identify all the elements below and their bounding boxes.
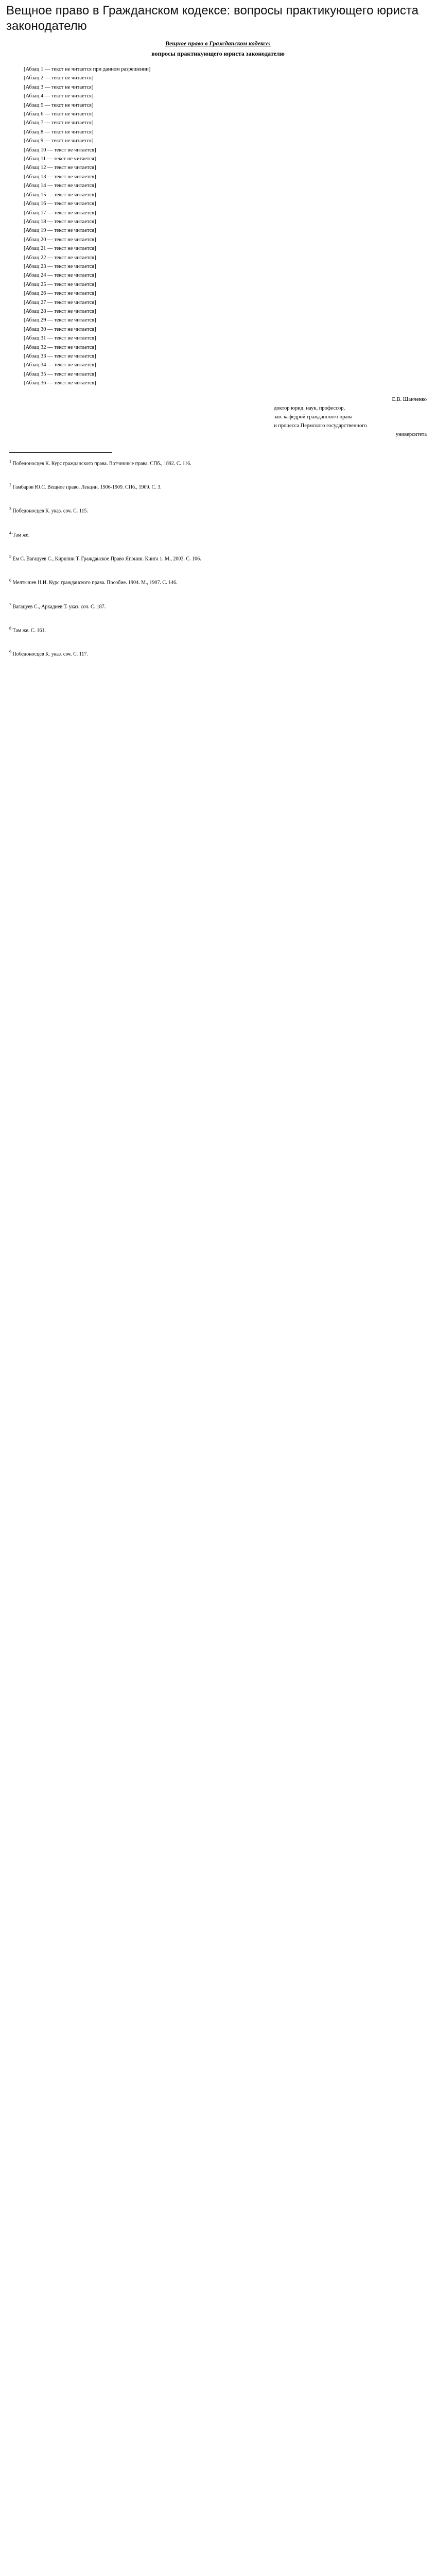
author-signature [274, 395, 427, 439]
article-body [9, 65, 427, 388]
article-paragraph: [Абзац 32 — текст не читается] [24, 344, 96, 350]
footnote-text: Гамбаров Ю.С. Вещное право. Лекции. 1906-1909. СПб., 1909. С. 3. [12, 484, 162, 490]
footnote [9, 553, 427, 563]
footnote-text: Победоносцев К. указ. соч. С. 117. [12, 651, 88, 657]
author-org: университета [395, 431, 427, 437]
article-paragraph: [Абзац 15 — текст не читается] [24, 192, 96, 198]
footnote-text: Вагацуев С., Аркадиев Т. указ. соч. С. 187. [12, 603, 106, 609]
article-paragraph: [Абзац 34 — текст не читается] [24, 362, 96, 368]
footnote-number: 1 [9, 459, 11, 464]
footnote-text: Ем С. Вагацуев С., Кирилин Т. Гражданское Право Японии. Книга 1. М., 2003. С. 106. [12, 556, 201, 562]
footnote-number: 5 [9, 554, 11, 559]
footnote-number: 8 [9, 625, 11, 631]
article-paragraph: [Абзац 7 — текст не читается] [24, 120, 94, 126]
article-heading [6, 39, 430, 58]
article-paragraph: [Абзац 10 — текст не читается] [24, 147, 96, 153]
author-title: доктор юрид. наук, профессор, [274, 405, 345, 411]
article-paragraph: [Абзац 26 — текст не читается] [24, 291, 96, 297]
footnote-number: 6 [9, 578, 11, 583]
article-paragraph: [Абзац 13 — текст не читается] [24, 174, 96, 180]
footnote-divider [9, 452, 112, 453]
article-paragraph: [Абзац 31 — текст не читается] [24, 335, 96, 342]
page-title: Вещное право в Гражданском кодексе: вопросы практикующего юриста законодателю [6, 4, 418, 33]
author-faculty: и процесса Пермского государственного [274, 422, 367, 429]
footnote-text: Победоносцев К. указ. соч. С. 115. [12, 508, 88, 514]
article-paragraph: [Абзац 5 — текст не читается] [24, 102, 94, 108]
footnote-number: 2 [9, 482, 11, 487]
article-paragraph: [Абзац 1 — текст не читается при данном разрешении] [24, 66, 151, 72]
article-paragraph: [Абзац 8 — текст не читается] [24, 129, 94, 135]
article-paragraph: [Абзац 18 — текст не читается] [24, 218, 96, 225]
footnote-text: Там же. С. 161. [12, 628, 46, 634]
footnote-text: Победоносцев К. Курс гражданского права. Вотчинные права. СПб., 1892. С. 116. [12, 460, 191, 466]
footnote [9, 505, 427, 515]
footnote-number: 7 [9, 602, 11, 607]
footnote-text: Мелтышев Н.И. Курс гражданского права. Пособие. 1904. М., 1907. С. 146. [12, 580, 178, 586]
article-paragraph: [Абзац 24 — текст не читается] [24, 273, 96, 279]
article-paragraph: [Абзац 29 — текст не читается] [24, 317, 96, 324]
footnote-text: Там же. [12, 532, 30, 538]
author-name: Е.В. Шанченко [392, 396, 427, 402]
article-paragraph: [Абзац 3 — текст не читается] [24, 84, 94, 90]
article-paragraph: [Абзац 35 — текст не читается] [24, 371, 96, 377]
article-paragraph: [Абзац 11 — текст не читается] [24, 156, 96, 162]
article-paragraph: [Абзац 33 — текст не читается] [24, 353, 96, 359]
footnotes [9, 458, 427, 658]
article-paragraph: [Абзац 21 — текст не читается] [24, 246, 96, 252]
footnote-number: 3 [9, 506, 11, 512]
article-paragraph: [Абзац 12 — текст не читается] [24, 165, 96, 171]
footnote [9, 577, 427, 586]
article-heading-line-2: вопросы практикующего юриста законодателю [151, 50, 285, 57]
article-paragraph: [Абзац 36 — текст не читается] [24, 380, 96, 386]
article-paragraph: [Абзац 28 — текст не читается] [24, 308, 96, 314]
article-paragraph: [Абзац 25 — текст не читается] [24, 281, 96, 287]
article-paragraph: [Абзац 16 — текст не читается] [24, 201, 96, 207]
footnote [9, 649, 427, 658]
footnote [9, 625, 427, 634]
footnote [9, 482, 427, 491]
author-department: зав. кафедрой гражданского права [274, 414, 353, 420]
article-heading-line-1: Вещное право в Гражданском кодексе: [165, 40, 271, 47]
footnote [9, 458, 427, 467]
article-paragraph: [Абзац 2 — текст не читается] [24, 75, 94, 81]
footnote [9, 601, 427, 611]
article-paragraph: [Абзац 19 — текст не читается] [24, 228, 96, 234]
article-paragraph: [Абзац 17 — текст не читается] [24, 210, 96, 216]
article-paragraph: [Абзац 23 — текст не читается] [24, 263, 96, 269]
article-paragraph: [Абзац 4 — текст не читается] [24, 93, 94, 99]
article-paragraph: [Абзац 22 — текст не читается] [24, 255, 96, 261]
article-paragraph: [Абзац 27 — текст не читается] [24, 299, 96, 306]
article-paragraph: [Абзац 20 — текст не читается] [24, 236, 96, 243]
footnote-number: 4 [9, 530, 11, 535]
article-paragraph: [Абзац 6 — текст не читается] [24, 111, 94, 117]
article-paragraph: [Абзац 14 — текст не читается] [24, 183, 96, 189]
article-paragraph: [Абзац 30 — текст не читается] [24, 326, 96, 332]
footnote [9, 530, 427, 539]
article-paragraph: [Абзац 9 — текст не читается] [24, 138, 94, 144]
footnote-number: 9 [9, 650, 11, 655]
